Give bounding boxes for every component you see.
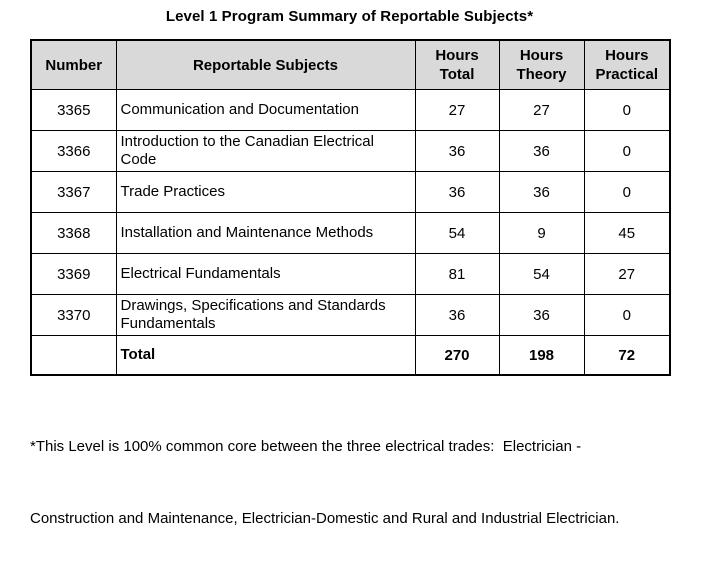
row-hours-practical-cell: 27 bbox=[584, 254, 670, 295]
row-number-cell: 3370 bbox=[31, 295, 116, 336]
total-hours-practical-cell: 72 bbox=[584, 336, 670, 376]
row-number-cell: 3369 bbox=[31, 254, 116, 295]
row-hours-theory-cell: 9 bbox=[499, 213, 584, 254]
table-row bbox=[31, 213, 670, 254]
table-row bbox=[31, 295, 670, 336]
row-hours-theory-cell: 36 bbox=[499, 172, 584, 213]
row-subject-cell: Communication and Documentation bbox=[116, 90, 415, 131]
total-label-cell: Total bbox=[116, 336, 415, 376]
row-hours-theory-cell: 36 bbox=[499, 295, 584, 336]
page-title: Level 1 Program Summary of Reportable Subjects* bbox=[165, 8, 534, 25]
row-subject-cell: Drawings, Specifications and Standards Fundamentals bbox=[116, 295, 415, 336]
row-subject-cell: Installation and Maintenance Methods bbox=[116, 213, 415, 254]
table-row bbox=[31, 254, 670, 295]
program-summary-table bbox=[30, 39, 671, 376]
row-hours-practical-cell: 45 bbox=[584, 213, 670, 254]
table-row bbox=[31, 172, 670, 213]
footnote bbox=[30, 387, 700, 579]
row-hours-total-cell: 81 bbox=[415, 254, 499, 295]
row-hours-practical-cell: 0 bbox=[584, 172, 670, 213]
row-hours-theory-cell: 27 bbox=[499, 90, 584, 131]
footnote-line-1: *This Level is 100% common core between the three electrical trades: Electrician - bbox=[30, 438, 582, 455]
table-row bbox=[31, 90, 670, 131]
column-header-hours-total: Hours Total bbox=[415, 40, 499, 90]
row-hours-theory-cell: 36 bbox=[499, 131, 584, 172]
row-hours-practical-cell: 0 bbox=[584, 90, 670, 131]
row-hours-total-cell: 54 bbox=[415, 213, 499, 254]
row-hours-total-cell: 36 bbox=[415, 295, 499, 336]
column-header-number: Number bbox=[31, 40, 116, 90]
row-number-cell: 3365 bbox=[31, 90, 116, 131]
total-hours-total-cell: 270 bbox=[415, 336, 499, 376]
table-total-row bbox=[31, 336, 670, 376]
row-number-cell: 3366 bbox=[31, 131, 116, 172]
row-hours-practical-cell: 0 bbox=[584, 131, 670, 172]
column-header-hours-theory: Hours Theory bbox=[499, 40, 584, 90]
footnote-line-2: Construction and Maintenance, Electrician-Domestic and Rural and Industrial Electrician. bbox=[30, 510, 620, 527]
row-subject-cell: Trade Practices bbox=[116, 172, 415, 213]
row-hours-total-cell: 36 bbox=[415, 172, 499, 213]
column-header-reportable-subjects: Reportable Subjects bbox=[116, 40, 415, 90]
column-header-hours-practical: Hours Practical bbox=[584, 40, 670, 90]
row-subject-cell: Introduction to the Canadian Electrical Code bbox=[116, 131, 415, 172]
total-number-cell bbox=[31, 336, 116, 376]
row-number-cell: 3367 bbox=[31, 172, 116, 213]
table-row bbox=[31, 131, 670, 172]
row-number-cell: 3368 bbox=[31, 213, 116, 254]
table-header-row bbox=[31, 40, 670, 90]
row-hours-practical-cell: 0 bbox=[584, 295, 670, 336]
row-hours-total-cell: 27 bbox=[415, 90, 499, 131]
total-hours-theory-cell: 198 bbox=[499, 336, 584, 376]
row-hours-theory-cell: 54 bbox=[499, 254, 584, 295]
row-hours-total-cell: 36 bbox=[415, 131, 499, 172]
row-subject-cell: Electrical Fundamentals bbox=[116, 254, 415, 295]
